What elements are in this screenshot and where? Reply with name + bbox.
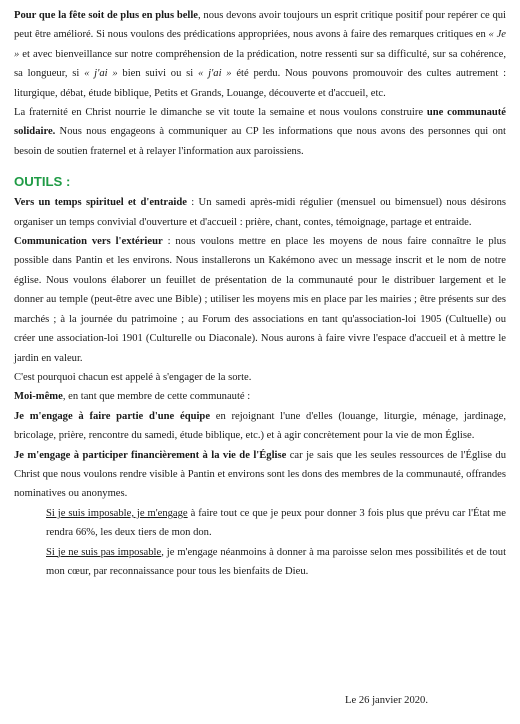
quote-jai-1: « j'ai »: [84, 68, 118, 80]
paragraph-communication: [14, 232, 506, 368]
text-fraternite-1: La fraternité en Christ nourrie le dimanche se vit toute la semaine et nous voulons construire: [14, 107, 427, 119]
text-fete-4: été perdu. Nous pouvons promouvoir des cultes autrement : liturgique, débat, étude biblique, Petits et Grands, Louange, découverte et d'accueil, etc.: [14, 68, 507, 99]
quote-je: « Je »: [14, 29, 506, 60]
document-date: Le 26 janvier 2020.: [345, 695, 428, 706]
text-equipe: en rejoignant l'une d'elles (louange, liturgie, ménage, jardinage, bricolage, prière, rencontre du samedi, étude biblique, etc.) et à agir concrètement pour la vie de mon Église.: [14, 410, 506, 442]
text-fete-3: bien suivi ou si: [117, 68, 198, 80]
text-fraternite-2: Nous nous engageons à communiquer au CP les informations que nous avons des personnes qui ont besoin de soutien fraternel et à relayer l'information aux paroissiens.: [14, 126, 506, 157]
heading-financier: Je m'engage à participer financièrement à la vie de l'Église: [14, 449, 287, 461]
heading-moi-meme: Moi-même: [14, 391, 63, 403]
heading-communication: Communication vers l'extérieur: [14, 236, 163, 248]
text-financier: car je sais que les seules ressources de l'Église du Christ que nous voulons rendre visible à Pantin et environs sont les dons des membres de la communauté, offrandes nominatives ou anonymes.: [14, 449, 506, 500]
underline-imposable: Si je suis imposable, je m'engage: [46, 507, 188, 519]
heading-fete: Pour que la fête soit de plus en plus belle: [14, 10, 199, 21]
paragraph-temps-spirituel: [14, 193, 506, 232]
paragraph-equipe: [14, 407, 506, 446]
text-imposable: à faire tout ce que je peux pour donner 3 fois plus que prévu car l'État me rendra 66%, les deux tiers de mon don.: [46, 507, 506, 539]
heading-equipe: Je m'engage à faire partie d'une équipe: [14, 410, 211, 422]
paragraph-imposable: [14, 504, 506, 543]
text-fete-1: , nous devons avoir toujours un esprit critique positif pour repérer ce qui peut être amélioré. Si nous voulons des prédications appropriées, nous avons à faire des remarques critiques en: [14, 10, 507, 41]
paragraph-non-imposable: [14, 543, 506, 582]
text-moi-meme: , en tant que membre de cette communauté :: [62, 391, 251, 403]
emphasis-communaute-solidaire: une communauté solidaire.: [14, 107, 507, 138]
paragraph-fete: [14, 6, 506, 103]
paragraph-financier: [14, 446, 506, 504]
underline-non-imposable: Si je ne suis pas imposable: [46, 546, 162, 558]
section-title-outils: OUTILS :: [14, 174, 71, 190]
text-fete-2: et avec bienveillance sur notre compréhension de la prédication, notre ressenti sur sa difficulté, sur sa cohérence, sa longueur, si: [14, 48, 506, 80]
quote-jai-2: « j'ai »: [198, 68, 232, 80]
spacer: [14, 161, 506, 171]
heading-temps-spirituel: Vers un temps spirituel et d'entraide: [14, 197, 187, 209]
text-temps-spirituel: : Un samedi après-midi régulier (mensuel ou bimensuel) nous désirons organiser un temps convivial d'ouverture et d'accueil : prière, chant, contes, témoignage, partage et entraide.: [14, 197, 506, 228]
text-communication: : nous voulons mettre en place les moyens de nous faire connaître le plus possible dans Pantin et les environs. Nous installerons un Kakémono avec un message inscrit et le nom de notre église. Nous voulons élaborer un feuillet de présentation de la communauté pour le distribuer largement et le donner au temple (peut-être avec une Bible) ; utiliser les moyens mis en place par les mairies ; être présents sur des marchés ; à la journée du patrimoine ; au Forum des associations en tant qu'association-loi 1905 (Cultuelle) ou créer une association-loi 1901 (Culturelle ou Diaconale). Nous aurons à faire vivre l'espace d'accueil et à mettre le jardin en valeur.: [14, 236, 507, 364]
text-non-imposable: , je m'engage néanmoins à donner à ma paroisse selon mes possibilités et de tout mon cœur, par reconnaissance pour tous les bienfaits de Dieu.: [46, 546, 507, 577]
paragraph-engagement-intro: C'est pourquoi chacun est appelé à s'engager de la sorte.: [14, 371, 252, 383]
paragraph-fraternite: [14, 103, 506, 161]
paragraph-moi-meme: [14, 387, 506, 406]
